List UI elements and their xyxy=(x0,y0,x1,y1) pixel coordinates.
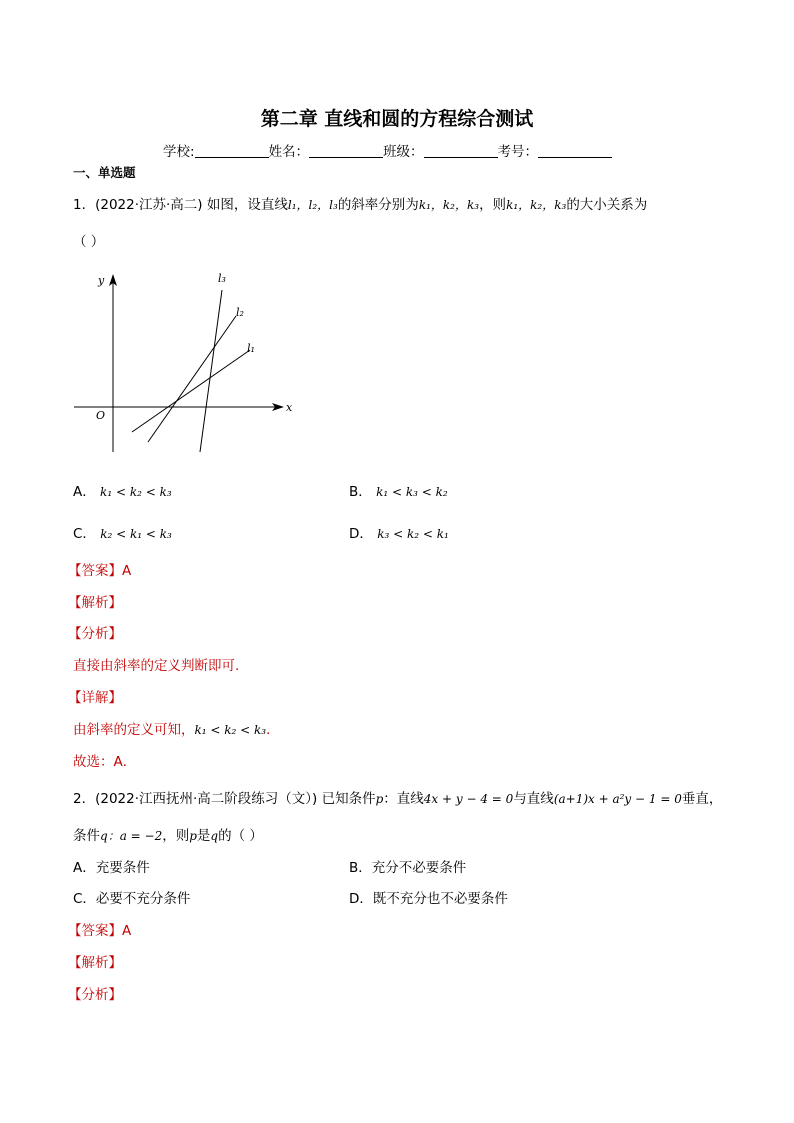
q1-detail-text xyxy=(73,718,270,738)
school-blank xyxy=(195,144,269,158)
page-title: 第二章 直线和圆的方程综合测试 xyxy=(260,108,534,130)
q2-fenxi-tag: 【分析】 xyxy=(68,987,122,1003)
q2-q: q xyxy=(100,829,108,843)
q2-answer-value: A xyxy=(122,923,132,939)
q2-p: p xyxy=(375,792,384,806)
q1-option-d-text: k₃ < k₂ < k₁ xyxy=(377,527,449,541)
q1-figure xyxy=(70,262,300,462)
q1-analysis-tag: 【解析】 xyxy=(68,595,122,611)
q1-stem-then: ，则 xyxy=(479,197,507,213)
q1-paren: （ ） xyxy=(73,234,105,250)
l2-label: l₂ xyxy=(236,306,244,319)
q1-slopes: k₁，k₂，k₃ xyxy=(418,198,480,212)
q2-option-c[interactable]: C．必要不充分条件 xyxy=(73,891,191,907)
student-info-fields xyxy=(163,140,612,160)
class-label: 班级： xyxy=(383,144,424,160)
q1-detail-end: . xyxy=(266,722,271,738)
line-l1 xyxy=(132,350,250,432)
q2-line2: (a+1)x + a²y − 1 = 0 xyxy=(553,792,682,806)
exam-no-blank xyxy=(538,144,612,158)
l3-label: l₃ xyxy=(218,272,226,285)
q1-stem-prefix: 1．(2022·江苏·高二) 如图，设直线 xyxy=(73,197,288,213)
q2-stem-mid1: ：直线 xyxy=(383,791,424,807)
origin-label: O xyxy=(96,409,106,422)
q2-stem-prefix: 2．(2022·江西抚州·高二阶段练习（文）) 已知条件 xyxy=(73,791,376,807)
q1-fenxi-text: 直接由斜率的定义判断即可. xyxy=(73,658,240,674)
class-blank xyxy=(424,144,498,158)
l1-label: l₁ xyxy=(247,342,255,355)
y-axis-label: y xyxy=(98,274,105,287)
q1-detail-math: k₁ < k₂ < k₃ xyxy=(194,723,267,737)
q1-detail-prefix: 由斜率的定义可知， xyxy=(73,722,195,738)
name-label: 姓名： xyxy=(268,144,310,160)
q1-option-d-letter: D． xyxy=(349,526,373,542)
q1-option-a[interactable] xyxy=(73,480,172,500)
q1-option-d[interactable] xyxy=(349,522,449,542)
q2-analysis-tag: 【解析】 xyxy=(68,955,122,971)
q1-lines: l₁，l₂，l₃ xyxy=(287,198,338,212)
q1-answer-value: A xyxy=(122,563,132,579)
q2-answer-tag: 【答案】 xyxy=(68,923,122,939)
q2-option-b[interactable]: B．充分不必要条件 xyxy=(349,860,467,876)
q2-of: 的（ ） xyxy=(218,828,263,844)
q2-answer xyxy=(68,919,131,939)
q1-option-c-letter: C． xyxy=(73,526,96,542)
q1-option-b-text: k₁ < k₃ < k₂ xyxy=(376,485,448,499)
exam-no-label: 考号： xyxy=(497,144,539,160)
school-label: 学校: xyxy=(163,144,195,160)
q1-choose: 故选：A． xyxy=(73,754,137,770)
q2-is: 是 xyxy=(196,828,211,844)
line-l2 xyxy=(148,316,236,442)
q1-option-a-text: k₁ < k₂ < k₃ xyxy=(100,485,172,499)
line-l3 xyxy=(200,290,222,452)
q2-stem-mid2: 与直线 xyxy=(513,791,554,807)
section-heading: 一、单选题 xyxy=(73,165,136,180)
q1-stem xyxy=(73,193,647,213)
q1-option-c[interactable] xyxy=(73,522,172,542)
q2-line1: 4x + y − 4 = 0 xyxy=(423,792,514,806)
q2-cond-prefix: 条件 xyxy=(73,828,100,844)
q2-p2: p xyxy=(189,829,197,843)
q1-option-b[interactable] xyxy=(349,480,448,500)
q2-stem-end: 垂直， xyxy=(681,791,723,807)
q1-answer-tag: 【答案】 xyxy=(68,563,122,579)
q2-stem-line2 xyxy=(73,824,263,844)
q1-option-a-letter: A． xyxy=(73,484,96,500)
q2-cond: ：a = −2 xyxy=(107,829,163,843)
q1-fenxi-tag: 【分析】 xyxy=(68,626,122,642)
q2-option-d[interactable]: D．既不充分也不必要条件 xyxy=(349,891,508,907)
q1-stem-end: 的大小关系为 xyxy=(566,197,648,213)
q2-option-a[interactable]: A．充要条件 xyxy=(73,860,150,876)
x-axis-label: x xyxy=(286,401,293,414)
q1-detail-tag: 【详解】 xyxy=(68,690,122,706)
q1-slopes-2: k₁，k₂，k₃ xyxy=(506,198,567,212)
q1-option-c-text: k₂ < k₁ < k₃ xyxy=(100,527,172,541)
name-blank xyxy=(309,144,383,158)
q2-q2: q xyxy=(210,829,219,843)
q2-then: ，则 xyxy=(162,828,190,844)
q1-answer xyxy=(68,559,131,579)
q1-option-b-letter: B． xyxy=(349,484,372,500)
q1-stem-suffix: 的斜率分别为 xyxy=(337,197,419,213)
q2-stem xyxy=(73,787,722,807)
